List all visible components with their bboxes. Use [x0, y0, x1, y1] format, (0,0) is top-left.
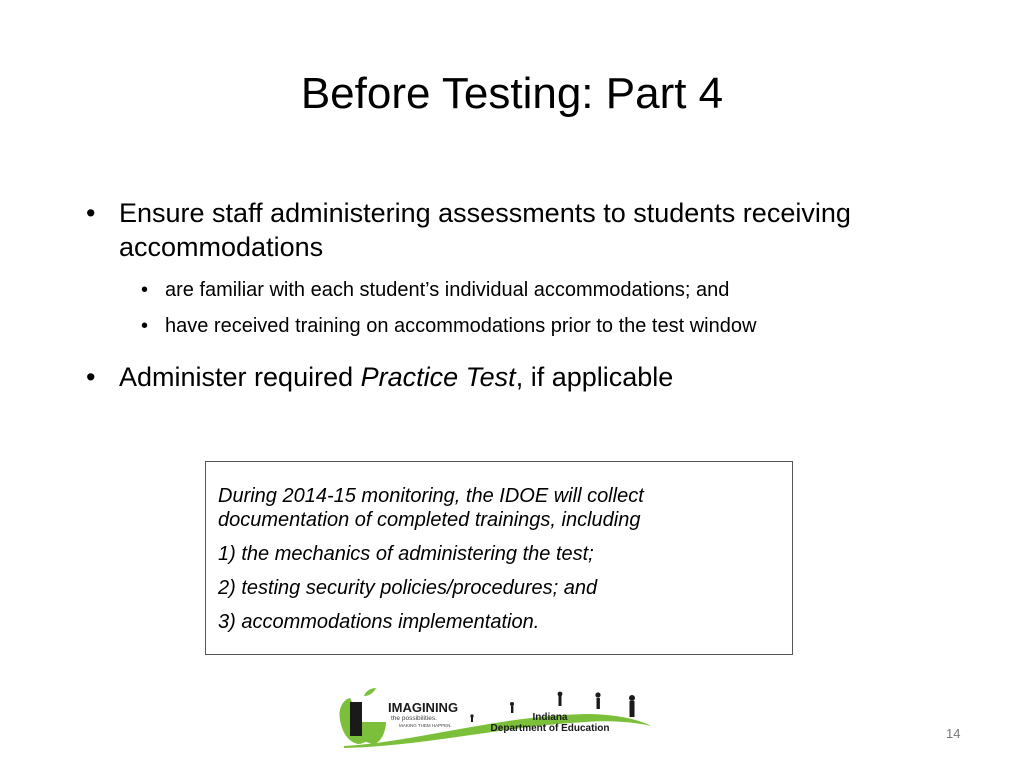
page-number: 14	[946, 726, 961, 741]
indiana-silhouette	[350, 702, 362, 736]
callout-intro: During 2014-15 monitoring, the IDOE will collect documentation of completed trainings, including	[218, 485, 644, 531]
bullet-dot: •	[86, 362, 96, 392]
callout-item: 2) testing security policies/procedures; and	[218, 577, 598, 599]
callout-item: 1) the mechanics of administering the test;	[218, 543, 594, 565]
logo-text-department: Department of Education	[490, 723, 610, 734]
apple-leaf	[364, 688, 376, 696]
bullet-dot: •	[141, 279, 149, 301]
bullet-text: Ensure staff administering assessments to students receiving accommodations	[119, 198, 851, 262]
callout-item: 3) accommodations implementation.	[218, 611, 540, 633]
logo-text-indiana: Indiana	[532, 712, 568, 723]
bullet-dot: •	[141, 315, 149, 337]
apple-shape	[339, 698, 386, 744]
slide-title: Before Testing: Part 4	[300, 69, 724, 118]
bullet-text-italic: Practice Test	[360, 362, 516, 392]
apple-logo-icon	[339, 688, 386, 744]
logo-text-possibilities: the possibilities.	[391, 715, 437, 722]
logo-text-tagline: MAKING THEM HAPPEN.	[399, 723, 452, 728]
bullet-list	[86, 196, 986, 394]
sub-bullet-text: have received training on accommodations prior to the test window	[165, 315, 757, 337]
sub-bullet-item	[86, 278, 986, 302]
bullet-text-plain: Administer required	[119, 362, 361, 392]
bullet-dot: •	[86, 198, 96, 228]
bullet-item	[86, 360, 986, 394]
bullet-item	[86, 196, 986, 264]
monitoring-callout-box	[205, 461, 793, 655]
sub-bullet-text: are familiar with each student’s individual accommodations; and	[165, 279, 730, 301]
logo-text-imagining: IMAGINING	[388, 700, 459, 715]
idoe-logo	[336, 686, 656, 748]
bullet-text-plain: , if applicable	[515, 362, 674, 392]
sub-bullet-item	[86, 314, 986, 338]
